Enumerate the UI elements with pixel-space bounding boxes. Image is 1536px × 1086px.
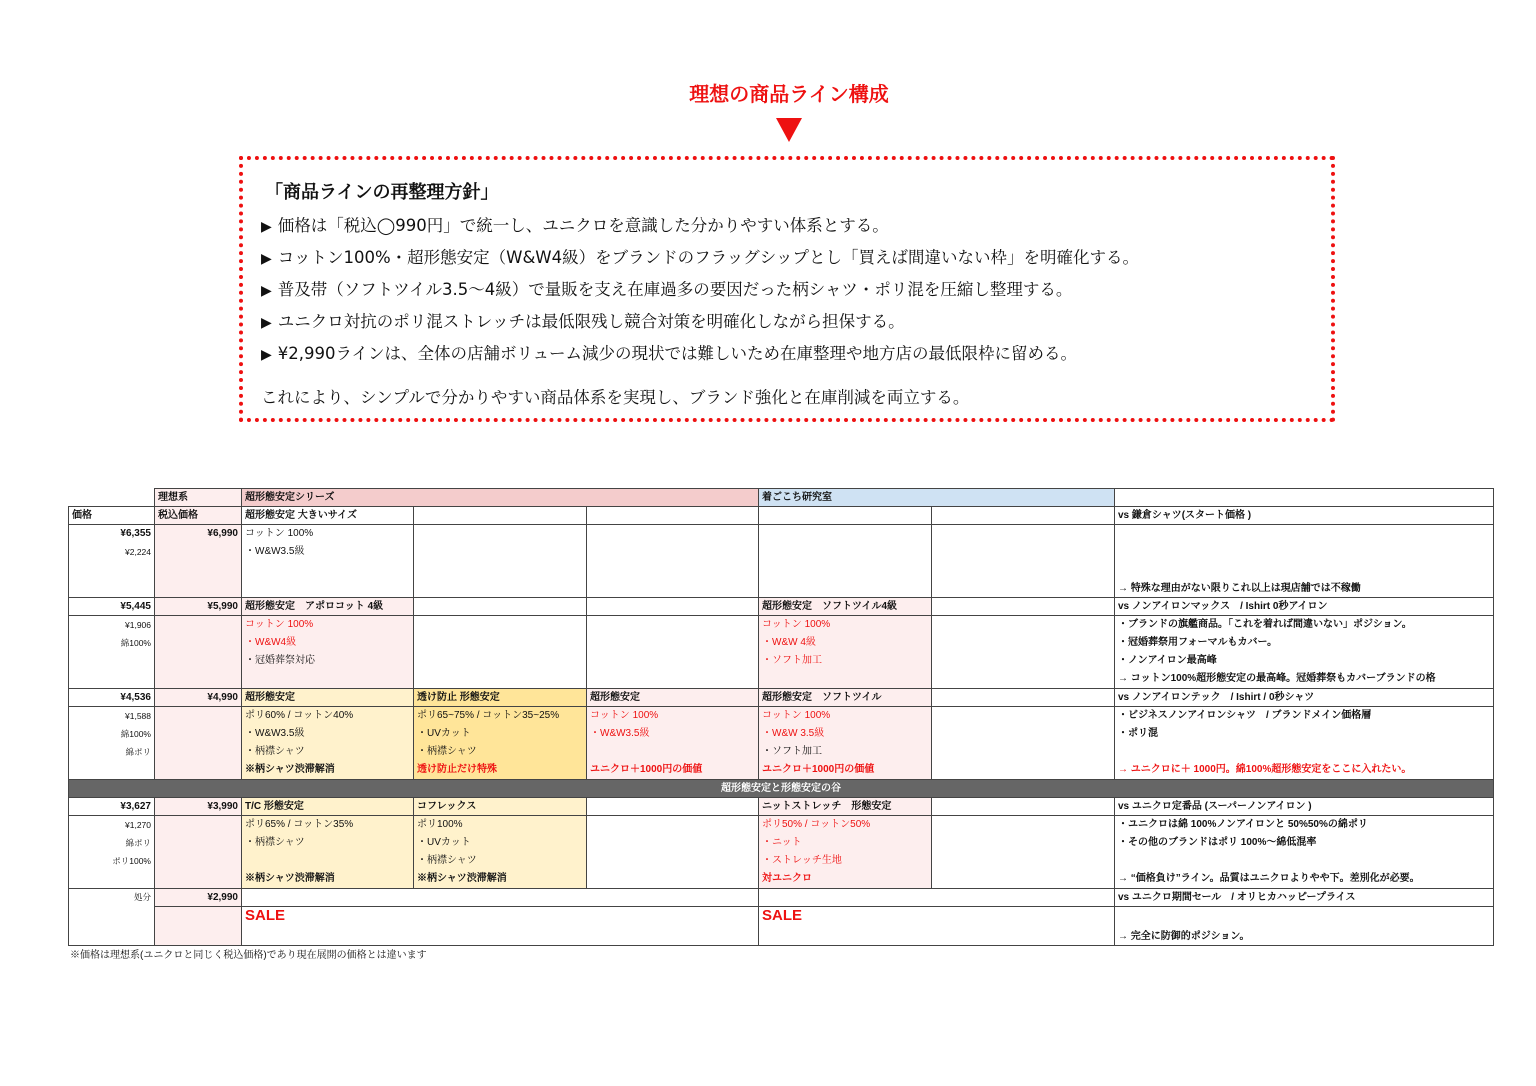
policy-bullet: ▶ 価格は「税込◯990円」で統一し、ユニクロを意識した分かりやすい体系とする。: [261, 216, 889, 235]
big-size-cell: コットン 100% ・W&W3.5級: [242, 525, 414, 598]
policy-bullet: ▶ コットン100%・超形態安定（W&W4級）をブランドのフラッグシップとし「買えば間違いない枠」を明確化する。: [261, 248, 1139, 267]
series-a-header: 超形態安定シリーズ: [242, 489, 759, 507]
page-title: 理想の商品ライン構成: [689, 82, 889, 106]
triangle-right-icon: ▶: [261, 315, 272, 331]
policy-box: [239, 156, 1335, 422]
triangle-right-icon: ▶: [261, 219, 272, 235]
vs-kamakura: vs 鎌倉シャツ(スタート価格 ): [1115, 507, 1494, 525]
sale-label-b: SALE: [759, 907, 1115, 946]
product-line-table: [68, 488, 1494, 946]
table-row-2990-body: SALE SALE → 完全に防御的ポジション。: [69, 907, 1494, 946]
policy-bullet: ▶ ユニクロ対抗のポリ混ストレッチは最低限残し競合対策を明確化しながら担保する。: [261, 312, 905, 331]
table-row-5990-title: ¥5,445 ¥5,990 超形態安定 アポロコット 4級 超形態安定 ソフトツイル4級 vs ノンアイロンマックス / Ishirt 0秒アイロン: [69, 598, 1494, 616]
triangle-right-icon: ▶: [261, 347, 272, 363]
group-header-row: [69, 489, 1494, 507]
table-row-6990: ¥6,355 ¥2,224 ¥6,990 コットン 100% ・W&W3.5級 → 特殊な理由がない限りこれ以上は現店舗では不稼働: [69, 525, 1494, 598]
table-row-4990-body: ¥1,588 綿100% 綿ポリ ポリ60% / コットン40% ・W&W3.5級 ・柄襟シャツ ※柄シャツ渋滞解消 ポリ65~75% / コットン35~25% ・UVカット ・柄襟シャツ 透け防止だけ特殊 コットン 100% ・W&W3.5級 ユニクロ＋1000円の価値 コットン 100% ・W&W 3.5級 ・ソフト加工 ユニクロ＋1000円の価値 ・ビジネスノンアイロンシャツ / ブランドメイン価格層 ・ポリ混 → ユニクロに＋ 1000円。綿100%超形態安定をここに入れたい。: [69, 707, 1494, 780]
divider-row: 超形態安定と形態安定の谷: [69, 780, 1494, 798]
tax-price-header: 税込価格: [155, 507, 242, 525]
triangle-right-icon: ▶: [261, 251, 272, 267]
policy-heading: 「商品ラインの再整理方針」: [265, 182, 499, 203]
big-size-header: 超形態安定 大きいサイズ: [242, 507, 414, 525]
price-header: 価格: [69, 507, 155, 525]
table-row-3990-title: ¥3,627 ¥3,990 T/C 形態安定 コフレックス ニットストレッチ 形態安定 vs ユニクロ定番品 (スーパーノンアイロン ): [69, 798, 1494, 816]
policy-bullet: ▶ ¥2,990ラインは、全体の店舗ボリューム減少の現状では難しいため在庫整理や地方店の最低限枠に留める。: [261, 344, 1078, 363]
series-b-header: 着ごこち研究室: [759, 489, 1115, 507]
down-arrow-icon: [776, 118, 802, 142]
policy-bullet: ▶ 普及帯（ソフトツイル3.5〜4級）で量販を支え在庫過多の要因だった柄シャツ・ポリ混を圧縮し整理する。: [261, 280, 1073, 299]
footnote: ※価格は理想系(ユニクロと同じく税込価格)であり現在展開の価格とは違います: [70, 950, 427, 961]
ideal-header: 理想系: [155, 489, 242, 507]
policy-conclusion: これにより、シンプルで分かりやすい商品体系を実現し、ブランド強化と在庫削減を両立する。: [261, 388, 970, 407]
table-row-5990-body: ¥1,906 綿100% コットン 100% ・W&W4級 ・冠婚葬祭対応 コットン 100% ・W&W 4級 ・ソフト加工 ・ブランドの旗艦商品。「これを着れば間違いない」ポジション。 ・冠婚葬祭用フォーマルもカバー。 ・ノンアイロン最高峰 → コットン100%超形態安定の最高峰。冠婚葬祭もカバーブランドの格: [69, 616, 1494, 689]
column-header-row: [69, 507, 1494, 525]
table-row-2990-title: 処分 ¥2,990 vs ユニクロ期間セール / オリヒカハッピープライス: [69, 889, 1494, 907]
triangle-right-icon: ▶: [261, 283, 272, 299]
table-row-3990-body: ¥1,270 綿ポリ ポリ100% ポリ65% / コットン35% ・柄襟シャツ ※柄シャツ渋滞解消 ポリ100% ・UVカット ・柄襟シャツ ※柄シャツ渋滞解消 ポリ50% / コットン50% ・ニット ・ストレッチ生地 対ユニクロ ・ユニクロは綿 100%ノンアイロンと 50%50%の綿ポリ ・その他のブランドはポリ 100%〜綿低混率 → “価格負け”ライン。品質はユニクロよりやや下。差別化が必要。: [69, 816, 1494, 889]
table-row-4990-title: ¥4,536 ¥4,990 超形態安定 透け防止 形態安定 超形態安定 超形態安定 ソフトツイル vs ノンアイロンテック / Ishirt / 0秒シャツ: [69, 689, 1494, 707]
sale-label-a: SALE: [242, 907, 759, 946]
